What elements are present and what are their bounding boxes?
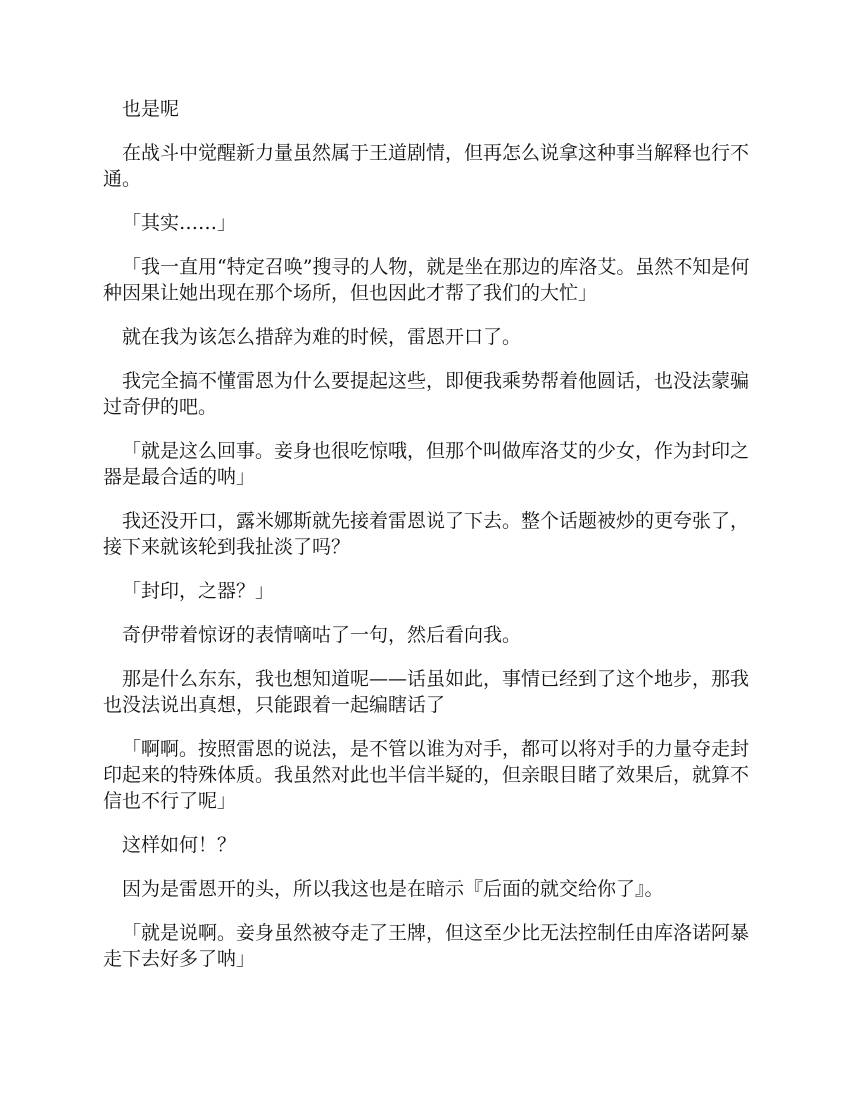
paragraph: 「其实……」 — [122, 212, 237, 234]
paragraph: 也是呢 — [122, 98, 180, 120]
paragraph: 「就是说啊。妾身虽然被夺走了王牌，但这至少比无法控制任由库洛诺阿暴走下去好多了呐」 — [103, 922, 750, 970]
paragraph: 我还没开口，露米娜斯就先接着雷恩说了下去。整个话题被炒的更夸张了，接下来就该轮到我扯淡了吗？ — [103, 510, 750, 558]
document-page — [103, 96, 753, 990]
paragraph: 我完全搞不懂雷恩为什么要提起这些，即便我乘势帮着他圆话，也没法蒙骗过奇伊的吧。 — [103, 370, 750, 418]
paragraph: 那是什么东东，我也想知道呢——话虽如此，事情已经到了这个地步，那我也没法说出真想，只能跟着一起编瞎话了 — [103, 668, 750, 716]
paragraph: 奇伊带着惊讶的表情嘀咕了一句，然后看向我。 — [122, 624, 522, 646]
paragraph: 这样如何！？ — [122, 834, 237, 856]
paragraph: 「啊啊。按照雷恩的说法，是不管以谁为对手，都可以将对手的力量夺走封印起来的特殊体质。我虽然对此也半信半疑的，但亲眼目睹了效果后，就算不信也不行了呢」 — [103, 738, 750, 812]
paragraph: 就在我为该怎么措辞为难的时候，雷恩开口了。 — [122, 326, 522, 348]
paragraph: 「我一直用“特定召唤”搜寻的人物，就是坐在那边的库洛艾。虽然不知是何种因果让她出现在那个场所，但也因此才帮了我们的大忙」 — [103, 256, 750, 304]
paragraph: 在战斗中觉醒新力量虽然属于王道剧情，但再怎么说拿这种事当解释也行不通。 — [103, 142, 750, 190]
paragraph: 「就是这么回事。妾身也很吃惊哦，但那个叫做库洛艾的少女，作为封印之器是最合适的呐」 — [103, 440, 750, 488]
paragraph: 「封印，之器？」 — [122, 580, 275, 602]
paragraph: 因为是雷恩开的头，所以我这也是在暗示『后面的就交给你了』。 — [122, 878, 664, 900]
